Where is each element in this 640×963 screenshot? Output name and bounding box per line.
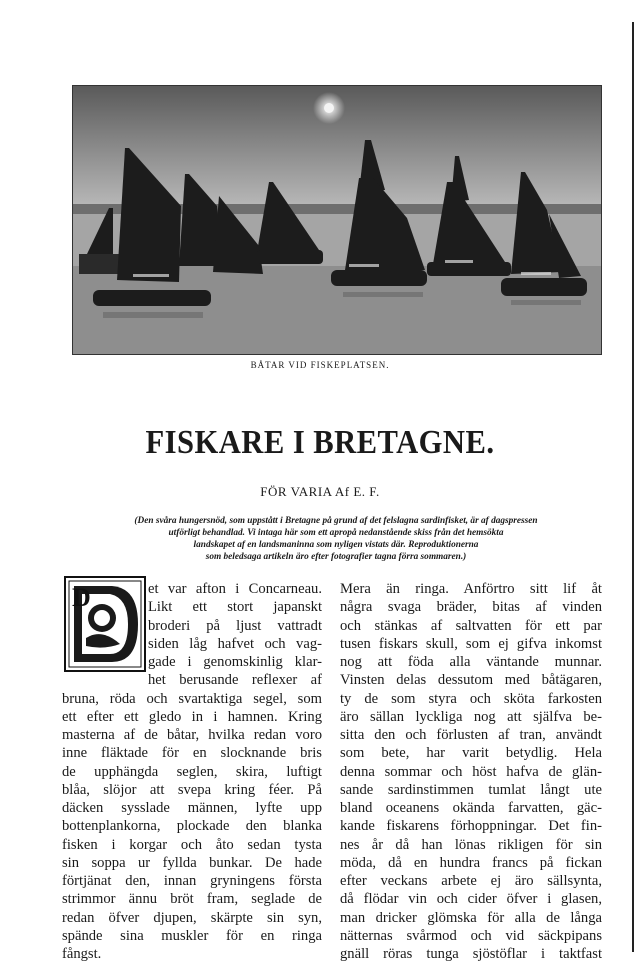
text-line: ett efter ett gledo in i hamnen. Kring <box>62 708 322 725</box>
text-line: tusen fiskars skull, som ej gifva inkomst <box>340 635 602 652</box>
text-line: nes år då han lönas rikligen för sin <box>340 836 602 853</box>
text-line: strimmor ännu bröt fram, seglade de <box>62 891 322 908</box>
text-line: bruna, röda och svartaktiga segel, som <box>62 690 322 707</box>
text-line: förtjänat den, innan gryningens första <box>62 873 322 889</box>
text-line: bottenplankorna, plockade den blanka <box>62 818 322 835</box>
text-line: gnäll röras tunga sjöstöflar i taktfast <box>340 946 602 962</box>
text-line: siden låg hafvet och vag- <box>148 635 322 652</box>
text-line: sande sardinstimmen tumlat långt ute <box>340 781 602 798</box>
article-intro <box>80 515 592 563</box>
text-line: broderi på ljust vattradt <box>148 617 322 634</box>
article-byline: FÖR VARIA Af E. F. <box>260 484 380 499</box>
text-line: spände sina muskler för en ringa <box>62 927 322 944</box>
text-line: masterna af de båtar, hvilka redan voro <box>62 727 322 743</box>
article-title: FISKARE I BRETAGNE. <box>145 424 495 461</box>
text-line: några svaga bräder, bitas af vinden <box>340 599 602 616</box>
text-line: sitta den och förlusten af tran, användt <box>340 727 602 743</box>
text-line: nog att föda alla väntande munnar. <box>340 654 602 670</box>
article-column-right <box>340 580 602 963</box>
intro-line: utförligt behandlad. Vi intaga här som ett apropå nedanstående skiss från det hemsökta <box>168 528 504 538</box>
dropcap-letter: D <box>72 583 91 612</box>
intro-line: landskapet af en landsmaninna som nyligen vistats där. Reproduktionerna <box>193 540 479 550</box>
text-line: fångst. <box>62 946 102 962</box>
boats-photograph <box>72 85 602 355</box>
text-line: gade i genomskinlig klar- <box>148 654 322 670</box>
text-line: kande fiskarens förhoppningar. Det fin- <box>340 818 602 835</box>
text-line: denna sommar och höst hafva de glän- <box>340 763 602 780</box>
text-line: et var afton i Concarneau. <box>148 581 322 597</box>
photo-caption: BÅTAR VID FISKEPLATSEN. <box>250 360 390 370</box>
text-line: och stänkas af saltvatten för ett par <box>340 617 602 634</box>
text-line: efter veckans arbete ej äro sällsynta, <box>340 873 602 889</box>
text-line: fisken i korgar och åto sedan tysta <box>62 836 322 853</box>
text-line: däcken sysslade männen, lyfte upp <box>62 800 322 816</box>
intro-line: (Den svåra hungersnöd, som uppstått i Bretagne på grund af det felslagna sardinfisket, är af dagspressen <box>134 516 538 526</box>
intro-line: som beledsaga artikeln äro efter fotografier tagna förra sommaren.) <box>205 552 467 562</box>
text-line: möda, då en hundra francs på fickan <box>340 854 602 871</box>
text-line: man dricker glömska för alla de långa <box>340 909 602 926</box>
text-line: Likt ett stort japanskt <box>148 599 322 616</box>
text-line: inne fläktade för en slocknande bris <box>62 745 322 762</box>
text-line: bland oceanens okända farvatten, gäc- <box>340 800 602 816</box>
text-line: blåa, slöjor att svepa kring féer. På <box>62 781 322 798</box>
text-line: då flödar vin och cider öfver i glasen, <box>340 891 602 908</box>
text-line: het berusande reflexer af <box>148 672 322 689</box>
text-line: ty de som styra och sköta farkosten <box>340 690 602 707</box>
text-line: Mera än ringa. Anförtro sitt lif åt <box>340 581 602 597</box>
text-line: de upphängda seglen, skira, luftigt <box>62 763 322 780</box>
article-column-left <box>62 580 322 963</box>
text-line: nätternas svårmod och vid säckpipans <box>340 927 602 944</box>
text-line: äro sällan lyckliga nog att själfva be- <box>340 708 602 725</box>
text-line: som bete, har varit betydlig. Hela <box>340 745 602 762</box>
text-line: redan öfver djupen, skärpte sin syn, <box>62 909 322 926</box>
text-line: Vinsten delas dessutom med båtägaren, <box>340 672 602 689</box>
text-line: sin soppa ur fyllda bunkar. De hade <box>62 854 322 871</box>
